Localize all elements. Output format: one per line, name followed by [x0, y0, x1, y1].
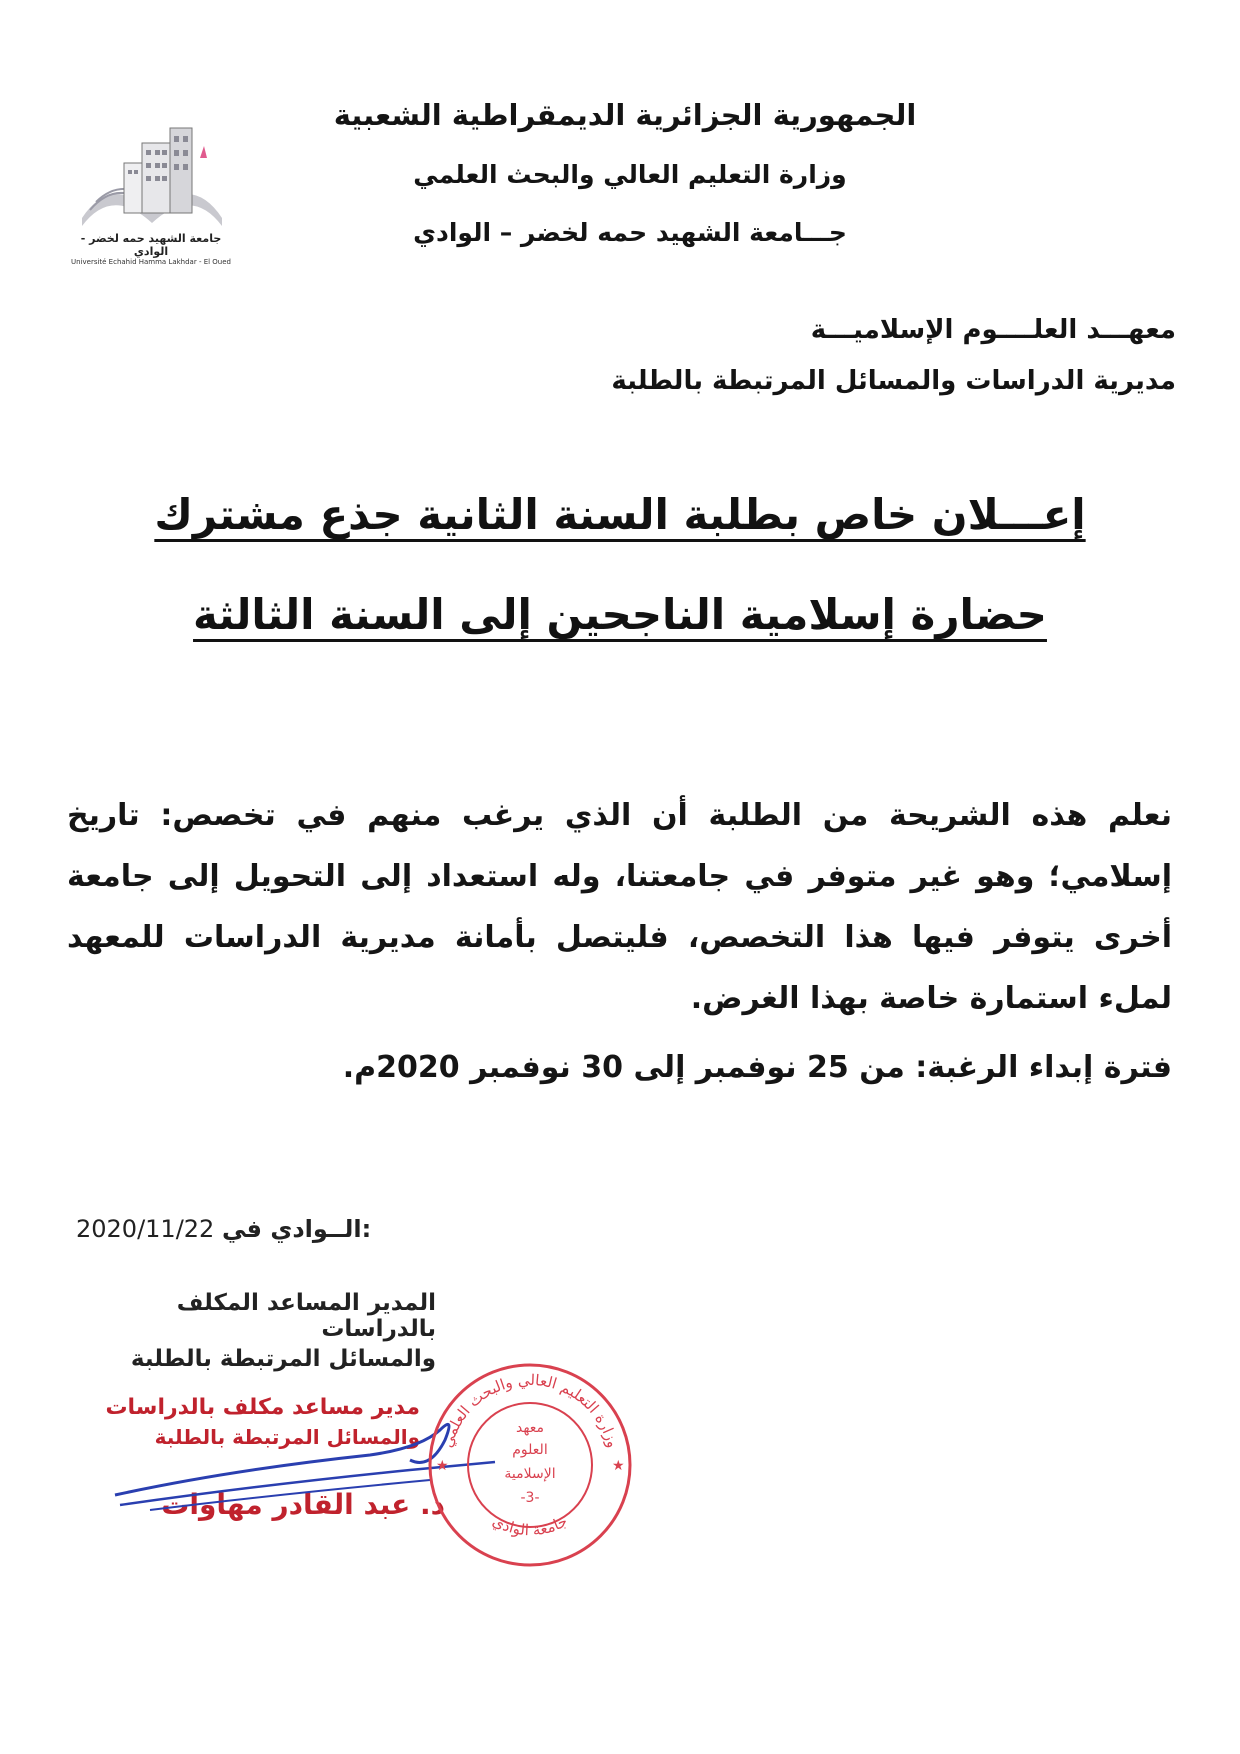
- svg-text:جامعة الوادي: [489, 1512, 570, 1539]
- application-period: فترة إبداء الرغبة: من 25 نوفمبر إلى 30 نوفمبر 2020م.: [342, 1050, 1172, 1085]
- title-line1-text: إعـــلان خاص بطلبة السنة الثانية جذع مشترك: [154, 490, 1086, 539]
- signature-stamp-line1: مدير مساعد مكلف بالدراسات: [105, 1395, 420, 1420]
- announcement-title-line2: [0, 590, 1240, 639]
- announcement-title-line1: [0, 490, 1240, 539]
- stamp-outer-text: وزارة التعليم العالي والبحث العلمي: [438, 1370, 622, 1450]
- republic-heading: الجمهورية الجزائرية الديمقراطية الشعبية: [333, 98, 917, 132]
- date-label: الــوادي في:: [221, 1215, 372, 1243]
- svg-text:وزارة التعليم العالي والبحث ال: [438, 1371, 622, 1450]
- stamp-star-left-icon: ★: [436, 1458, 449, 1474]
- stamp-star-right-icon: ★: [612, 1458, 625, 1474]
- stamp-inner-line1: معهد: [515, 1420, 545, 1436]
- announcement-body: نعلم هذه الشريحة من الطلبة أن الذي يرغب منهم في تخصص: تاريخ إسلامي؛ وهو غير متوفر في جامعتنا، وله استعداد إلى التحويل إلى جامعة أخرى يتوفر فيها هذا التخصص، فليتصل بأمانة مديرية الدراسات للمعهد لملء استمارة خاصة بهذا الغرض.: [67, 798, 1172, 1016]
- logo-arabic-caption: جامعة الشهيد حمه لخضر - الوادي: [80, 232, 222, 258]
- stamp-bottom-text: جامعة الوادي: [489, 1511, 571, 1540]
- official-round-stamp: [420, 1350, 640, 1580]
- signatory-name: د. عبد القادر مهاوات: [161, 1488, 445, 1521]
- signatory-title-line2: والمسائل المرتبطة بالطلبة: [130, 1346, 436, 1372]
- date-line: [76, 1215, 371, 1243]
- ministry-heading: وزارة التعليم العالي والبحث العلمي: [413, 160, 847, 189]
- stamp-inner-line2: العلوم: [512, 1442, 548, 1458]
- stamp-inner-line4: -3-: [520, 1490, 540, 1506]
- date-value: 2020/11/22: [76, 1215, 215, 1243]
- stamp-inner-line3: الإسلامية: [504, 1466, 556, 1482]
- signature-stamp-line2: والمسائل المرتبطة بالطلبة: [154, 1425, 420, 1449]
- institute-name: معهـــد العلــــوم الإسلاميـــة: [810, 315, 1176, 345]
- logo-french-caption: Université Echahid Hamma Lakhdar - El Oued: [70, 258, 231, 266]
- signatory-title-line1: المدير المساعد المكلف بالدراسات: [176, 1290, 436, 1342]
- university-heading: جـــامعة الشهيد حمه لخضر – الوادي: [413, 218, 847, 247]
- directorate-name: مديرية الدراسات والمسائل المرتبطة بالطلبة: [611, 366, 1176, 396]
- logo-caption: [62, 232, 240, 266]
- title-line2-text: حضارة إسلامية الناجحين إلى السنة الثالثة: [193, 590, 1047, 639]
